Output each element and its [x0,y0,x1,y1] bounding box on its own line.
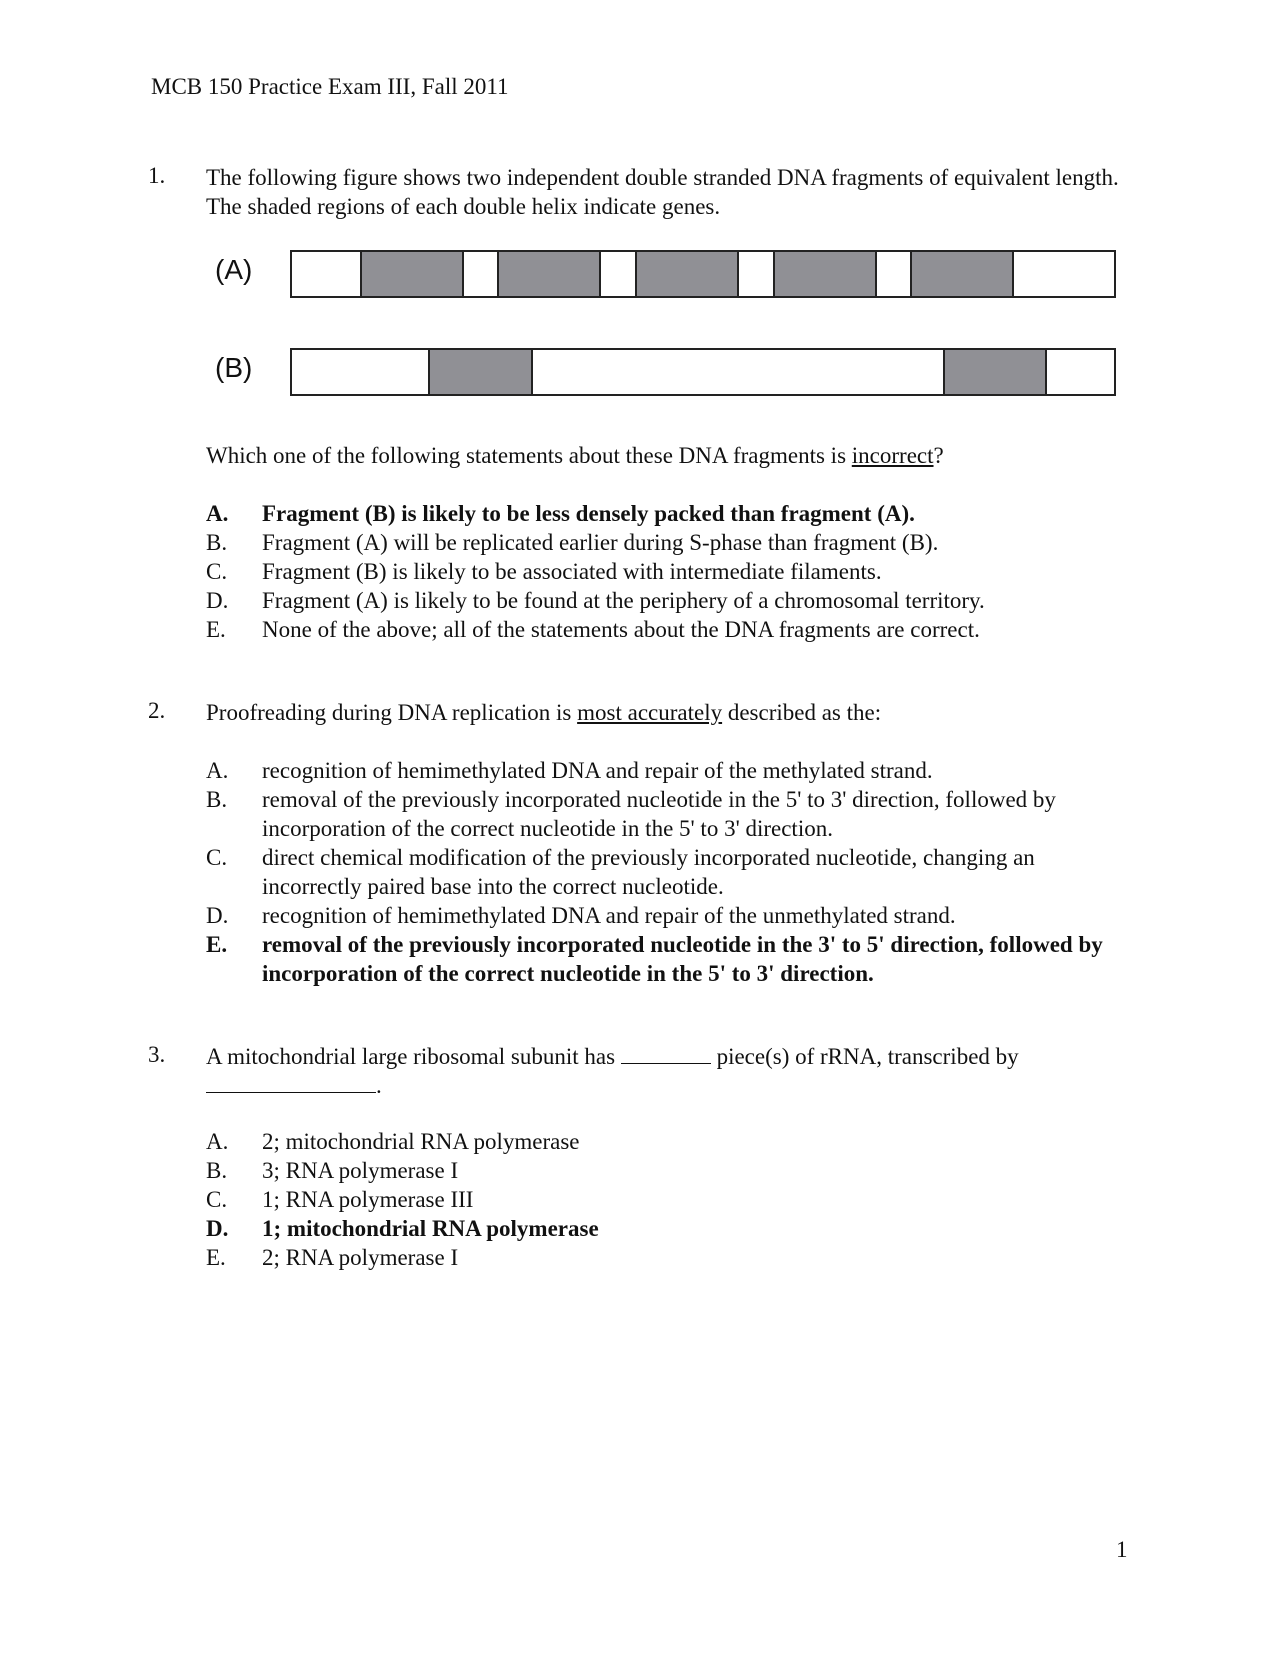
option-letter: C. [206,559,228,584]
question-2-number: 2. [148,698,166,723]
option-text: 1; mitochondrial RNA polymerase [262,1216,599,1241]
option-q2-c [206,843,1126,901]
fragment-b-label: (B) [215,352,253,383]
question-1-options [206,499,1126,644]
answer-blank [621,1045,711,1064]
fragment-a-label: (A) [215,254,253,285]
option-letter: A. [206,758,229,783]
question-text-end: . [376,1073,382,1098]
page-header-title: MCB 150 Practice Exam III, Fall 2011 [151,74,509,99]
gene-block [360,252,464,296]
option-text: 1; RNA polymerase III [262,1187,474,1212]
option-q3-c [206,1185,1126,1214]
option-text: recognition of hemimethylated DNA and repair of the methylated strand. [262,758,933,783]
gene-block [635,252,739,296]
dna-fragment-b [290,348,1116,396]
question-emphasis: most accurately [577,700,723,725]
gene-block [497,252,601,296]
option-text: Fragment (A) is likely to be found at the periphery of a chromosomal territory. [262,588,985,613]
option-q1-b [206,528,1126,557]
option-letter: B. [206,787,228,812]
option-text: Fragment (B) is likely to be associated with intermediate filaments. [262,559,882,584]
prompt-end: ? [933,443,944,468]
option-q1-c [206,557,1126,586]
question-1-prompt [206,441,1136,470]
option-letter: D. [206,1216,229,1241]
dna-fragment-a [290,250,1116,298]
option-q3-a [206,1127,1126,1156]
option-letter: E. [206,1245,226,1270]
question-2-options [206,756,1126,988]
option-text: removal of the previously incorporated nucleotide in the 3' to 5' direction, followed by incorporation of the correct nucleotide in the 5' to 3' direction. [262,932,1103,986]
option-q3-d [206,1214,1126,1243]
option-q3-b [206,1156,1126,1185]
option-q3-e [206,1243,1126,1272]
question-3-options [206,1127,1126,1272]
question-3-number: 3. [148,1042,166,1067]
prompt-emphasis: incorrect [851,443,934,468]
option-text: Fragment (A) will be replicated earlier during S-phase than fragment (B). [262,530,939,555]
option-letter: B. [206,530,228,555]
answer-blank [206,1074,376,1093]
option-text: direct chemical modification of the previously incorporated nucleotide, changing an incorrectly paired base into the correct nucleotide. [262,845,1035,899]
option-letter: C. [206,1187,228,1212]
option-text: Fragment (B) is likely to be less densely packed than fragment (A). [262,501,915,526]
option-q1-e [206,615,1126,644]
option-text: 2; RNA polymerase I [262,1245,459,1270]
question-1-number: 1. [148,163,166,188]
option-q2-a [206,756,1126,785]
prompt-text: Which one of the following statements about these DNA fragments is [206,443,852,468]
option-letter: E. [206,617,226,642]
option-letter: A. [206,501,229,526]
option-q2-d [206,901,1126,930]
option-letter: C. [206,845,228,870]
gene-block [428,350,533,394]
option-letter: E. [206,932,228,957]
gene-block [943,350,1047,394]
option-letter: D. [206,588,229,613]
gene-block [910,252,1014,296]
question-3-text [206,1042,1136,1100]
question-text: Proofreading during DNA replication is [206,700,578,725]
option-text: None of the above; all of the statements about the DNA fragments are correct. [262,617,980,642]
option-text: recognition of hemimethylated DNA and repair of the unmethylated strand. [262,903,956,928]
option-q2-e [206,930,1126,988]
page-number: 1 [1116,1537,1128,1562]
question-text-end: described as the: [722,700,882,725]
gene-block [773,252,877,296]
option-text: 2; mitochondrial RNA polymerase [262,1129,580,1154]
question-1-text: The following figure shows two independent double stranded DNA fragments of equivalent length. The shaded regions of each double helix indicate genes. [206,165,1119,219]
option-letter: D. [206,903,229,928]
option-q1-a [206,499,1126,528]
option-text: removal of the previously incorporated nucleotide in the 5' to 3' direction, followed by incorporation of the correct nucleotide in the 5' to 3' direction. [262,787,1056,841]
question-text: A mitochondrial large ribosomal subunit has [206,1044,621,1069]
option-letter: A. [206,1129,229,1154]
option-letter: B. [206,1158,228,1183]
question-text-continued: piece(s) of rRNA, transcribed by [710,1044,1019,1069]
option-q1-d [206,586,1126,615]
option-text: 3; RNA polymerase I [262,1158,459,1183]
option-q2-b [206,785,1126,843]
question-2-text [206,698,1136,727]
